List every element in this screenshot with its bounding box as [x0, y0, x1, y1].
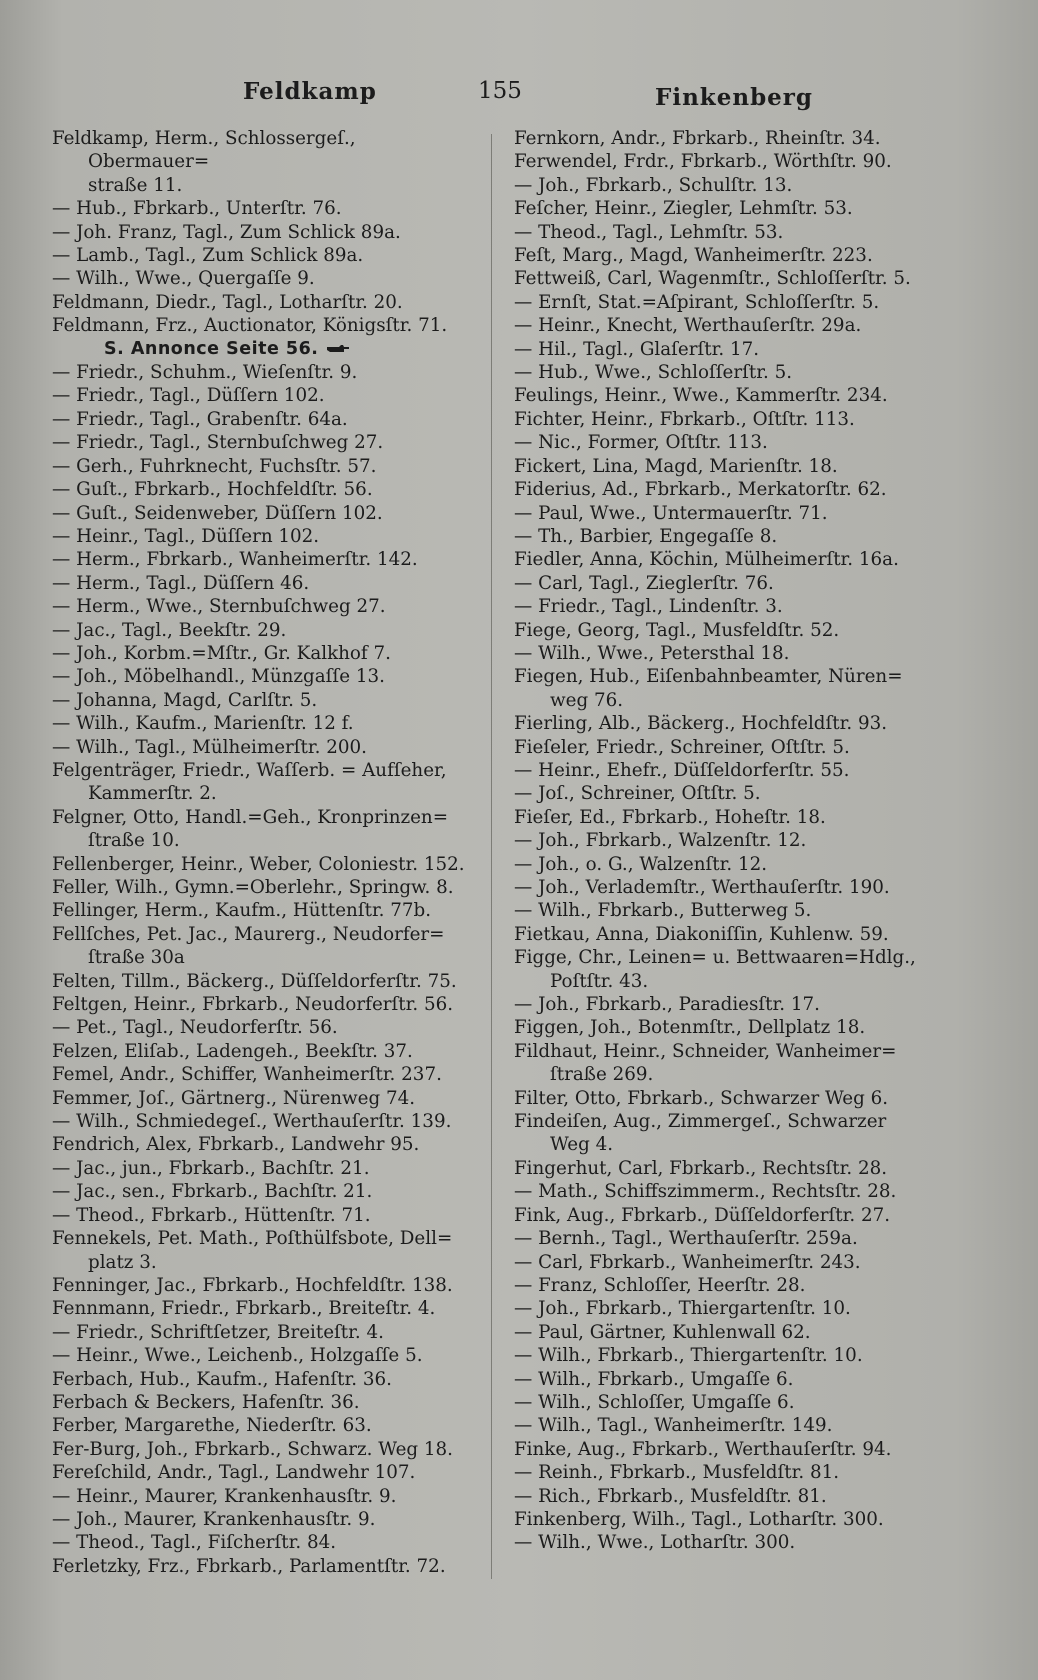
- entry-text: Kammerſtr. 2.: [88, 783, 217, 805]
- directory-entry: [514, 361, 954, 384]
- entry-text: Ferbach, Hub., Kaufm., Hafenſtr. 36.: [52, 1368, 392, 1390]
- directory-entry: [514, 1391, 954, 1414]
- entry-text: — Joh. Franz, Tagl., Zum Schlick 89a.: [52, 221, 401, 243]
- directory-entry: [52, 502, 482, 525]
- entry-text: — Heinr., Maurer, Krankenhausſtr. 9.: [52, 1485, 397, 1507]
- directory-entry: [52, 1063, 482, 1086]
- directory-entry: [52, 197, 482, 220]
- directory-entry: [52, 548, 482, 571]
- entry-text: — Joh., Verlademſtr., Werthauſerſtr. 190.: [514, 877, 890, 898]
- directory-entry: [52, 1110, 482, 1133]
- directory-entry: [52, 759, 482, 782]
- directory-entry: [514, 1461, 954, 1484]
- entry-text: Feſcher, Heinr., Ziegler, Lehmſtr. 53.: [514, 198, 853, 220]
- entry-text: Ferbach & Beckers, Hafenſtr. 36.: [52, 1391, 360, 1413]
- entry-text: Fereſchild, Andr., Tagl., Landwehr 107.: [52, 1462, 416, 1484]
- directory-entry: [52, 1391, 482, 1414]
- entry-text: ſtraße 269.: [550, 1064, 654, 1086]
- directory-entry: [514, 221, 954, 244]
- entry-text: Finkenberg, Wilh., Tagl., Lotharſtr. 300.: [514, 1508, 884, 1530]
- entry-text: — Wilh., Wwe., Lotharſtr. 300.: [514, 1532, 796, 1554]
- entry-text: — Joh., Maurer, Krankenhausſtr. 9.: [52, 1508, 376, 1530]
- entry-text: — Heinr., Ehefr., Düſſeldorferſtr. 55.: [514, 759, 850, 781]
- directory-entry: [52, 946, 482, 969]
- entry-text: — Friedr., Tagl., Lindenſtr. 3.: [514, 596, 783, 618]
- left-column: [52, 127, 482, 1578]
- directory-entry: [52, 689, 482, 712]
- entry-text: Ferwendel, Frdr., Fbrkarb., Wörthſtr. 90.: [514, 151, 892, 173]
- entry-text: Feulings, Heinr., Wwe., Kammerſtr. 234.: [514, 385, 888, 407]
- directory-entry: [514, 150, 954, 173]
- entry-text: — Joſ., Schreiner, Oſtſtr. 5.: [514, 783, 761, 805]
- directory-entry: [52, 806, 482, 829]
- directory-entry: [514, 782, 954, 805]
- entry-text: — Ernſt, Stat.=Aſpirant, Schloſſerſtr. 5.: [514, 291, 880, 313]
- entry-text: — Gerh., Fuhrknecht, Fuchsſtr. 57.: [52, 455, 377, 477]
- directory-entry: [514, 1438, 954, 1461]
- directory-entry: [514, 408, 954, 431]
- directory-entry: [514, 244, 954, 267]
- entry-text: Feldmann, Frz., Auctionator, Königsſtr. 71.: [52, 315, 448, 337]
- directory-entry: [52, 782, 482, 805]
- directory-entry: [514, 806, 954, 829]
- directory-entry: [52, 712, 482, 735]
- entry-text: — Herm., Wwe., Sternbuſchweg 27.: [52, 596, 386, 618]
- entry-text: Fildhaut, Heinr., Schneider, Wanheimer=: [514, 1040, 897, 1062]
- entry-text: — Nic., Former, Oſtſtr. 113.: [514, 432, 768, 454]
- entry-text: S. Annonce Seite 56.: [104, 338, 319, 359]
- entry-text: Femel, Andr., Schiffer, Wanheimerſtr. 237.: [52, 1064, 442, 1086]
- directory-entry: [514, 1485, 954, 1508]
- entry-text: — Paul, Gärtner, Kuhlenwall 62.: [514, 1321, 811, 1343]
- entry-text: — Joh., Fbrkarb., Schulſtr. 13.: [514, 174, 793, 196]
- entry-text: — Friedr., Schriftſetzer, Breiteſtr. 4.: [52, 1321, 384, 1343]
- directory-entry: [514, 1063, 954, 1086]
- entry-text: Fiedler, Anna, Köchin, Mülheimerſtr. 16a.: [514, 549, 899, 571]
- entry-text: — Joh., Möbelhandl., Münzgaſſe 13.: [52, 666, 385, 688]
- directory-entry: [514, 384, 954, 407]
- directory-entry: [514, 127, 954, 150]
- directory-entry: [52, 1461, 482, 1484]
- entry-text: — Math., Schiffszimmerm., Rechtsſtr. 28.: [514, 1181, 897, 1203]
- directory-entry: [52, 736, 482, 759]
- directory-entry: [52, 1087, 482, 1110]
- entry-text: Filter, Otto, Fbrkarb., Schwarzer Weg 6.: [514, 1087, 889, 1109]
- directory-entry: [52, 1016, 482, 1039]
- directory-entry: [52, 993, 482, 1016]
- entry-text: — Wilh., Tagl., Wanheimerſtr. 149.: [514, 1415, 833, 1437]
- directory-entry: [52, 1297, 482, 1320]
- directory-entry: [52, 899, 482, 922]
- entry-text: Fellinger, Herm., Kaufm., Hüttenſtr. 77b.: [52, 900, 432, 922]
- entry-text: Fennekels, Pet. Math., Poſthülfsbote, Dell=: [52, 1228, 453, 1250]
- directory-entry: [52, 1485, 482, 1508]
- directory-entry: [52, 1508, 482, 1531]
- entry-text: — Franz, Schloſſer, Heerſtr. 28.: [514, 1274, 806, 1296]
- entry-text: Fierling, Alb., Bäckerg., Hochfeldſtr. 93.: [514, 713, 888, 735]
- entry-text: — Friedr., Tagl., Grabenſtr. 64a.: [52, 408, 348, 430]
- entry-text: platz 3.: [88, 1251, 157, 1273]
- entry-text: Feldmann, Diedr., Tagl., Lotharſtr. 20.: [52, 291, 403, 313]
- directory-entry: [514, 1016, 954, 1039]
- entry-text: — Paul, Wwe., Untermauerſtr. 71.: [514, 502, 828, 524]
- directory-entry: [514, 1040, 954, 1063]
- directory-entry: [514, 548, 954, 571]
- entry-text: — Joh., Fbrkarb., Paradiesſtr. 17.: [514, 994, 820, 1016]
- entry-text: — Wilh., Kaufm., Marienſtr. 12 f.: [52, 713, 354, 735]
- directory-entry: [52, 853, 482, 876]
- entry-text: Fellenberger, Heinr., Weber, Coloniestr. 152.: [52, 853, 465, 875]
- entry-text: — Joh., Fbrkarb., Thiergartenſtr. 10.: [514, 1298, 851, 1320]
- entry-text: — Joh., Korbm.=Mſtr., Gr. Kalkhof 7.: [52, 642, 391, 664]
- directory-entry: [52, 127, 482, 174]
- directory-entry: [514, 876, 954, 899]
- directory-entry: [514, 736, 954, 759]
- directory-entry: [52, 1227, 482, 1250]
- directory-entry: [514, 923, 954, 946]
- entry-text: Fernkorn, Andr., Fbrkarb., Rheinſtr. 34.: [514, 128, 881, 149]
- directory-entry: [514, 899, 954, 922]
- entry-text: Fiegen, Hub., Eiſenbahnbeamter, Nüren=: [514, 666, 903, 688]
- directory-entry: [52, 1414, 482, 1437]
- directory-entry: [514, 267, 954, 290]
- entry-text: Fiege, Georg, Tagl., Musfeldſtr. 52.: [514, 619, 840, 641]
- entry-text: — Joh., o. G., Walzenſtr. 12.: [514, 853, 768, 875]
- entry-text: — Carl, Fbrkarb., Wanheimerſtr. 243.: [514, 1251, 861, 1273]
- entry-text: Fingerhut, Carl, Fbrkarb., Rechtsſtr. 28.: [514, 1157, 888, 1179]
- page-header: [0, 78, 1038, 118]
- entry-text: — Friedr., Schuhm., Wieſenſtr. 9.: [52, 362, 358, 384]
- entry-text: — Wilh., Wwe., Quergaſſe 9.: [52, 268, 315, 290]
- entry-text: Fenninger, Jac., Fbrkarb., Hochfeldſtr. 138.: [52, 1274, 453, 1296]
- entry-text: — Reinh., Fbrkarb., Musfeldſtr. 81.: [514, 1462, 840, 1484]
- directory-entry: [52, 572, 482, 595]
- directory-entry: [52, 876, 482, 899]
- annonce-note: [52, 338, 482, 361]
- entry-text: — Wilh., Wwe., Petersthal 18.: [514, 642, 790, 664]
- directory-entry: [514, 197, 954, 220]
- directory-entry: [52, 291, 482, 314]
- directory-entry: [52, 431, 482, 454]
- directory-entry: [514, 1274, 954, 1297]
- directory-entry: [52, 267, 482, 290]
- directory-entry: [514, 455, 954, 478]
- entry-text: — Heinr., Wwe., Leichenb., Holzgaſſe 5.: [52, 1345, 423, 1367]
- directory-entry: [514, 338, 954, 361]
- directory-entry: [52, 970, 482, 993]
- directory-entry: [52, 595, 482, 618]
- directory-entry: [52, 314, 482, 337]
- column-divider: [491, 134, 492, 1579]
- entry-text: — Jac., jun., Fbrkarb., Bachſtr. 21.: [52, 1157, 370, 1179]
- directory-entry: [514, 1344, 954, 1367]
- directory-entry: [514, 1204, 954, 1227]
- directory-entry: [52, 361, 482, 384]
- entry-text: Findeiſen, Aug., Zimmergeſ., Schwarzer: [514, 1111, 887, 1133]
- directory-entry: [52, 1368, 482, 1391]
- directory-entry: [514, 1110, 954, 1133]
- directory-entry: [514, 712, 954, 735]
- directory-entry: [52, 665, 482, 688]
- directory-entry: [514, 1414, 954, 1437]
- directory-entry: [514, 1087, 954, 1110]
- entry-text: Figge, Chr., Leinen= u. Bettwaaren=Hdlg.,: [514, 947, 916, 969]
- entry-text: — Wilh., Schloſſer, Umgaſſe 6.: [514, 1391, 795, 1413]
- directory-entry: [514, 1321, 954, 1344]
- entry-text: Poſtſtr. 43.: [550, 970, 649, 992]
- entry-text: — Friedr., Tagl., Sternbuſchweg 27.: [52, 432, 384, 454]
- entry-text: — Theod., Tagl., Fiſcherſtr. 84.: [52, 1532, 337, 1554]
- page-number: 155: [478, 78, 522, 104]
- entry-text: — Wilh., Tagl., Mülheimerſtr. 200.: [52, 736, 367, 758]
- directory-entry: [514, 829, 954, 852]
- entry-text: Fieſeler, Friedr., Schreiner, Oſtſtr. 5.: [514, 736, 850, 758]
- entry-text: Finke, Aug., Fbrkarb., Werthauſerſtr. 94.: [514, 1438, 892, 1460]
- entry-text: Femmer, Joſ., Gärtnerg., Nürenweg 74.: [52, 1087, 416, 1109]
- entry-text: — Herm., Fbrkarb., Wanheimerſtr. 142.: [52, 549, 418, 571]
- entry-text: Fietkau, Anna, Diakoniſſin, Kuhlenw. 59.: [514, 923, 889, 945]
- directory-entry: [514, 174, 954, 197]
- entry-text: — Hub., Wwe., Schloſſerſtr. 5.: [514, 362, 793, 384]
- entry-text: Fennmann, Friedr., Fbrkarb., Breiteſtr. 4.: [52, 1298, 436, 1320]
- entry-text: ſtraße 10.: [88, 830, 180, 852]
- entry-text: Ferber, Margarethe, Niederſtr. 63.: [52, 1415, 372, 1437]
- entry-text: — Lamb., Tagl., Zum Schlick 89a.: [52, 245, 364, 267]
- right-column: [514, 127, 954, 1555]
- entry-text: Fettweiß, Carl, Wagenmſtr., Schloſſerſtr. 5.: [514, 268, 911, 290]
- directory-entry: [52, 923, 482, 946]
- entry-text: — Friedr., Tagl., Düſſern 102.: [52, 385, 325, 407]
- directory-entry: [52, 455, 482, 478]
- entry-text: Felgenträger, Friedr., Waſſerb. = Aufſeher,: [52, 759, 447, 781]
- directory-entry: [52, 408, 482, 431]
- entry-text: — Herm., Tagl., Düſſern 46.: [52, 572, 310, 594]
- entry-text: — Wilh., Fbrkarb., Thiergartenſtr. 10.: [514, 1345, 863, 1367]
- directory-entry: [514, 1157, 954, 1180]
- entry-text: Figgen, Joh., Botenmſtr., Dellplatz 18.: [514, 1017, 866, 1039]
- directory-entry: [514, 665, 954, 688]
- directory-entry: [514, 1133, 954, 1156]
- running-head-right: Finkenberg: [655, 84, 813, 111]
- entry-text: Fendrich, Alex, Fbrkarb., Landwehr 95.: [52, 1134, 420, 1156]
- entry-text: Felgner, Otto, Handl.=Geh., Kronprinzen=: [52, 806, 449, 828]
- directory-entry: [514, 314, 954, 337]
- entry-text: — Th., Barbier, Engegaſſe 8.: [514, 525, 778, 547]
- directory-entry: [52, 642, 482, 665]
- entry-text: — Theod., Tagl., Lehmſtr. 53.: [514, 221, 784, 243]
- entry-text: — Joh., Fbrkarb., Walzenſtr. 12.: [514, 830, 807, 852]
- directory-entry: [514, 642, 954, 665]
- entry-text: — Theod., Fbrkarb., Hüttenſtr. 71.: [52, 1204, 371, 1226]
- entry-text: — Guſt., Seidenweber, Düſſern 102.: [52, 502, 383, 524]
- directory-entry: [514, 993, 954, 1016]
- entry-text: Ferletzky, Frz., Fbrkarb., Parlamentſtr. 72.: [52, 1555, 446, 1577]
- entry-text: — Carl, Tagl., Zieglerſtr. 76.: [514, 572, 774, 594]
- directory-entry: [52, 1204, 482, 1227]
- entry-text: — Bernh., Tagl., Werthauſerſtr. 259a.: [514, 1228, 858, 1250]
- entry-text: — Heinr., Tagl., Düſſern 102.: [52, 525, 320, 547]
- directory-entry: [52, 1133, 482, 1156]
- directory-entry: [52, 478, 482, 501]
- entry-text: straße 11.: [88, 174, 183, 196]
- entry-text: — Jac., sen., Fbrkarb., Bachſtr. 21.: [52, 1181, 373, 1203]
- directory-entry: [52, 829, 482, 852]
- entry-text: Fellſches, Pet. Jac., Maurerg., Neudorfer=: [52, 923, 445, 945]
- entry-text: Fer-Burg, Joh., Fbrkarb., Schwarz. Weg 18.: [52, 1438, 453, 1460]
- directory-entry: [514, 1368, 954, 1391]
- entry-text: Fiderius, Ad., Fbrkarb., Merkatorſtr. 62.: [514, 479, 887, 501]
- directory-entry: [514, 853, 954, 876]
- entry-text: Fieſer, Ed., Fbrkarb., Hoheſtr. 18.: [514, 806, 826, 828]
- entry-text: — Hub., Fbrkarb., Unterſtr. 76.: [52, 198, 342, 220]
- directory-entry: [514, 1227, 954, 1250]
- directory-entry: [52, 1555, 482, 1578]
- directory-entry: [514, 946, 954, 969]
- directory-entry: [514, 1251, 954, 1274]
- directory-entry: [52, 1321, 482, 1344]
- directory-entry: [514, 291, 954, 314]
- entry-text: — Guſt., Fbrkarb., Hochfeldſtr. 56.: [52, 479, 373, 501]
- directory-entry: [514, 619, 954, 642]
- directory-entry: [514, 478, 954, 501]
- pointing-hand-icon: [326, 343, 350, 355]
- directory-entry: [52, 244, 482, 267]
- directory-entry: [514, 502, 954, 525]
- directory-entry: [514, 1531, 954, 1554]
- directory-entry: [514, 759, 954, 782]
- directory-entry: [52, 1251, 482, 1274]
- entry-text: Weg 4.: [550, 1134, 614, 1156]
- directory-entry: [52, 619, 482, 642]
- entry-text: Feller, Wilh., Gymn.=Oberlehr., Springw. 8.: [52, 877, 454, 898]
- entry-text: — Rich., Fbrkarb., Musfeldſtr. 81.: [514, 1485, 827, 1507]
- entry-text: Fichter, Heinr., Fbrkarb., Oſtſtr. 113.: [514, 408, 855, 430]
- directory-entry: [514, 595, 954, 618]
- directory-entry: [52, 1040, 482, 1063]
- entry-text: — Wilh., Fbrkarb., Butterweg 5.: [514, 900, 812, 922]
- directory-entry: [514, 689, 954, 712]
- directory-entry: [52, 1274, 482, 1297]
- directory-entry: [52, 1157, 482, 1180]
- entry-text: — Wilh., Schmiedegeſ., Werthauſerſtr. 139.: [52, 1111, 452, 1133]
- directory-entry: [514, 1508, 954, 1531]
- directory-entry: [514, 525, 954, 548]
- entry-text: Felten, Tillm., Bäckerg., Düſſeldorferſtr. 75.: [52, 970, 457, 992]
- entry-text: Fickert, Lina, Magd, Marienſtr. 18.: [514, 455, 838, 477]
- entry-text: Feſt, Marg., Magd, Wanheimerſtr. 223.: [514, 245, 873, 267]
- directory-entry: [514, 572, 954, 595]
- entry-text: — Hil., Tagl., Glaſerſtr. 17.: [514, 338, 760, 360]
- entry-text: — Heinr., Knecht, Werthauſerſtr. 29a.: [514, 315, 862, 337]
- directory-entry: [52, 1180, 482, 1203]
- entry-text: Felzen, Eliſab., Ladengeh., Beekſtr. 37.: [52, 1040, 413, 1062]
- entry-text: — Pet., Tagl., Neudorferſtr. 56.: [52, 1017, 338, 1039]
- entry-text: weg 76.: [550, 689, 624, 711]
- directory-entry: [52, 1344, 482, 1367]
- directory-entry: [52, 174, 482, 197]
- running-head-left: Feldkamp: [243, 78, 377, 105]
- directory-entry: [514, 1180, 954, 1203]
- entry-text: — Wilh., Fbrkarb., Umgaſſe 6.: [514, 1368, 794, 1390]
- entry-text: — Jac., Tagl., Beekſtr. 29.: [52, 619, 287, 641]
- directory-entry: [52, 1531, 482, 1554]
- directory-entry: [514, 431, 954, 454]
- entry-text: Feltgen, Heinr., Fbrkarb., Neudorferſtr. 56.: [52, 994, 454, 1016]
- directory-entry: [514, 1297, 954, 1320]
- entry-text: ſtraße 30a: [88, 947, 185, 969]
- entry-text: Feldkamp, Herm., Schlossergeſ., Obermauer=: [52, 128, 356, 173]
- directory-entry: [52, 1438, 482, 1461]
- entry-text: — Johanna, Magd, Carlſtr. 5.: [52, 689, 318, 711]
- directory-entry: [52, 221, 482, 244]
- directory-entry: [514, 970, 954, 993]
- entry-text: Fink, Aug., Fbrkarb., Düſſeldorferſtr. 27.: [514, 1204, 891, 1226]
- directory-entry: [52, 525, 482, 548]
- directory-entry: [52, 384, 482, 407]
